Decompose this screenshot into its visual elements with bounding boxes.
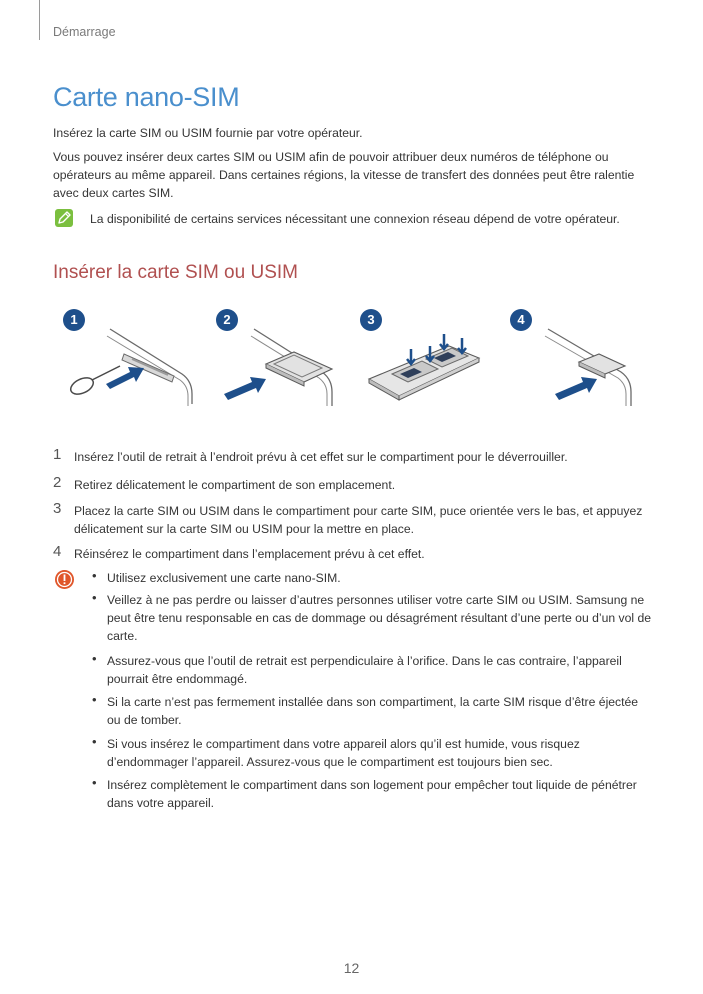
intro-paragraph-1: Insérez la carte SIM ou USIM fournie par votre opérateur.	[53, 126, 363, 140]
illustration-reinsert-tray	[503, 324, 638, 409]
step-text-1: Insérez l’outil de retrait à l’endroit prévu à cet effet sur le compartiment pour le déverrouiller.	[74, 450, 568, 464]
illustration-insert-ejection-tool	[62, 324, 197, 409]
bullet-3: •	[92, 651, 97, 666]
intro-paragraph-2: Vous pouvez insérer deux cartes SIM ou USIM afin de pouvoir attribuer deux numéros de téléphone ou opérateurs au même appareil. Dans certaines régions, la vitesse de transfert des données peut être ralentie avec deux cartes SIM.	[53, 150, 635, 200]
warning-item-2: Veillez à ne pas perdre ou laisser d’autres personnes utiliser votre carte SIM ou USIM. Samsung ne peut être tenu responsable en cas de dommage ou désagrément résultant d’une perte ou d’un vol de carte.	[107, 593, 652, 643]
step-number-3: 3	[53, 500, 62, 517]
warning-item-6: Insérez complètement le compartiment dans son logement pour empêcher tout liquide de pénétrer dans votre appareil.	[107, 778, 637, 810]
bullet-5: •	[92, 734, 97, 749]
bullet-1: •	[92, 568, 97, 583]
illustration-badge-3: 3	[360, 309, 382, 331]
illustration-remove-tray	[204, 324, 339, 409]
illustration-badge-1: 1	[63, 309, 85, 331]
bullet-2: •	[92, 590, 97, 605]
page-title: Carte nano-SIM	[53, 82, 240, 112]
note-text: La disponibilité de certains services nécessitant une connexion réseau dépend de votre opérateur.	[90, 212, 620, 226]
step-text-2: Retirez délicatement le compartiment de son emplacement.	[74, 478, 396, 492]
bullet-6: •	[92, 775, 97, 790]
step-number-4: 4	[53, 543, 62, 560]
warning-icon	[54, 569, 75, 590]
page-number: 12	[343, 960, 360, 976]
header-divider	[39, 0, 40, 40]
warning-item-1: Utilisez exclusivement une carte nano-SIM.	[107, 571, 341, 585]
section-subtitle: Insérer la carte SIM ou USIM	[53, 262, 298, 283]
step-text-4: Réinsérez le compartiment dans l’emplacement prévu à cet effet.	[74, 547, 425, 561]
warning-item-3: Assurez-vous que l’outil de retrait est perpendiculaire à l’orifice. Dans le cas contraire, l’appareil pourrait être endommagé.	[107, 654, 622, 686]
step-number-1: 1	[53, 446, 62, 463]
bullet-4: •	[92, 692, 97, 707]
warning-item-4: Si la carte n’est pas fermement installée dans son compartiment, la carte SIM risque d’être éjectée ou de tomber.	[107, 695, 639, 727]
warning-item-5: Si vous insérez le compartiment dans votre appareil alors qu’il est humide, vous risquez d’endommager l’appareil. Assurez-vous que le compartiment est toujours bien sec.	[107, 737, 580, 769]
note-icon	[54, 208, 74, 228]
section-label: Démarrage	[53, 25, 116, 39]
step-number-2: 2	[53, 474, 62, 491]
illustration-badge-2: 2	[216, 309, 238, 331]
illustration-place-sim	[364, 324, 499, 414]
illustration-badge-4: 4	[510, 309, 532, 331]
step-text-3: Placez la carte SIM ou USIM dans le compartiment pour carte SIM, puce orientée vers le bas, et appuyez délicatement sur la carte SIM ou USIM pour la mettre en place.	[74, 504, 643, 536]
